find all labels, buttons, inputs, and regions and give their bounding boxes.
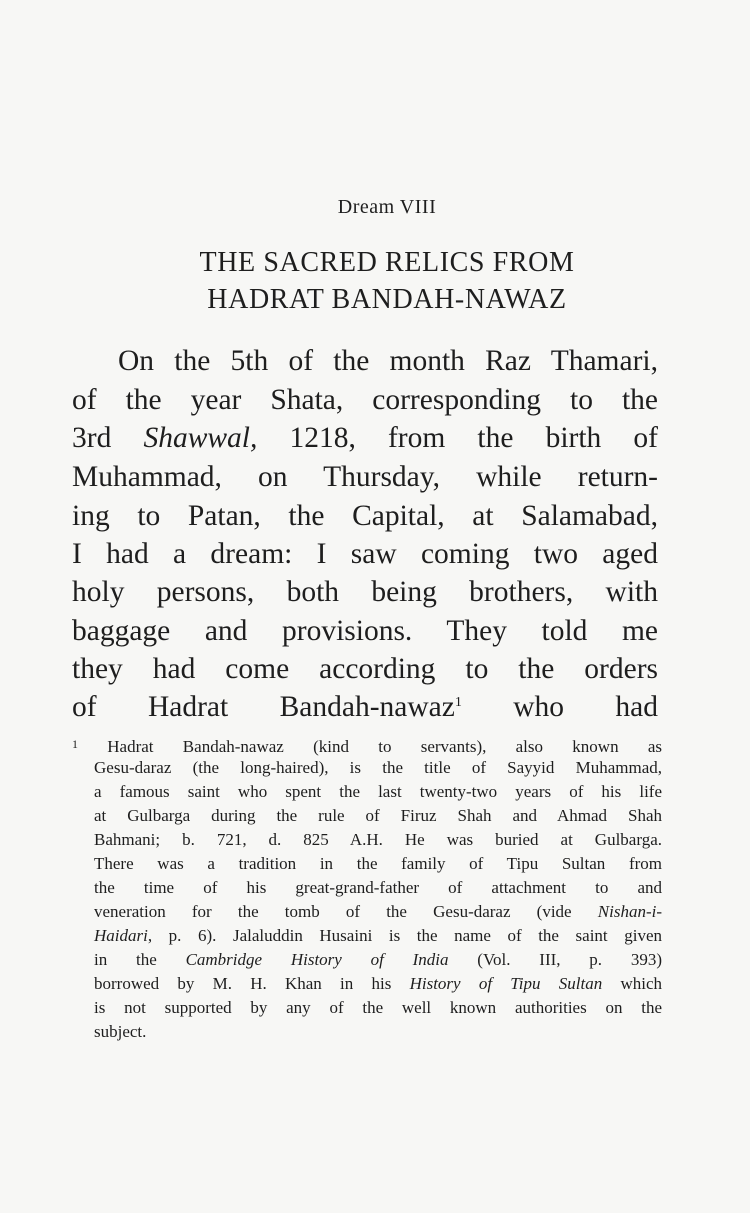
body-line: On the 5th of the month Raz Thamari, [118,345,658,377]
text: 3rd [72,422,144,454]
footnote-marker: 1 [72,737,78,751]
body-line: Muhammad, on Thursday, while return- [72,461,658,493]
footnote-line: Bahmani; b. 721, d. 825 A.H. He was buried at Gulbarga. [94,830,662,849]
footnote-line: at Gulbarga during the rule of Firuz Shah and Ahmad Shah [94,806,662,825]
footnote-reference: 1 [454,695,462,710]
footnote-line [94,925,662,947]
footnote-line: There was a tradition in the family of Tipu Sultan from [94,854,662,873]
body-line: baggage and provisions. They told me [72,615,658,647]
footnote-line: a famous saint who spent the last twenty-two years of his life [94,782,662,801]
text: 1218, from the birth of [257,422,658,454]
footnote-line: the time of his great-grand-father of attachment to and [94,878,662,897]
italic-text: Haidari [94,926,148,945]
text: veneration for the tomb of the Gesu-daraz (vide [94,902,598,921]
chapter-title-line-2: HADRAT BANDAH-NAWAZ [207,284,567,315]
chapter-title-line-1: THE SACRED RELICS FROM [199,247,575,278]
footnote-line [72,733,662,758]
text: Hadrat Bandah-nawaz (kind to servants), also known as [107,737,662,756]
footnote-line: subject. [94,1022,147,1041]
footnote-line: Gesu-daraz (the long-haired), is the title of Sayyid Muhammad, [94,758,662,777]
footnote-line [94,973,662,995]
text: in the [94,950,186,969]
text: of Hadrat Bandah-nawaz [72,691,455,723]
text: (Vol. III, p. 393) [448,950,662,969]
text: , p. 6). Jalaluddin Husaini is the name of the saint given [147,926,662,945]
footnote-line [94,901,662,923]
italic-text: History of Tipu Sultan [409,974,603,993]
italic-text: Nishan-i- [597,902,662,921]
chapter-label: Dream VIII [337,196,437,218]
text: borrowed by M. H. Khan in his [94,974,410,993]
body-line: ing to Patan, the Capital, at Salamabad, [72,500,658,532]
body-line: they had come according to the orders [72,653,658,685]
italic-text: Shawwal, [143,422,258,454]
footnote-line [94,949,662,971]
text: which [602,974,663,993]
footnote-line: is not supported by any of the well known authorities on the [94,998,662,1017]
text: who had [461,691,658,723]
body-line [72,421,658,455]
body-line: holy persons, both being brothers, with [72,576,658,608]
body-line [72,690,658,724]
italic-text: Cambridge History of India [185,950,449,969]
body-line: I had a dream: I saw coming two aged [72,538,658,570]
body-line: of the year Shata, corresponding to the [72,384,658,416]
